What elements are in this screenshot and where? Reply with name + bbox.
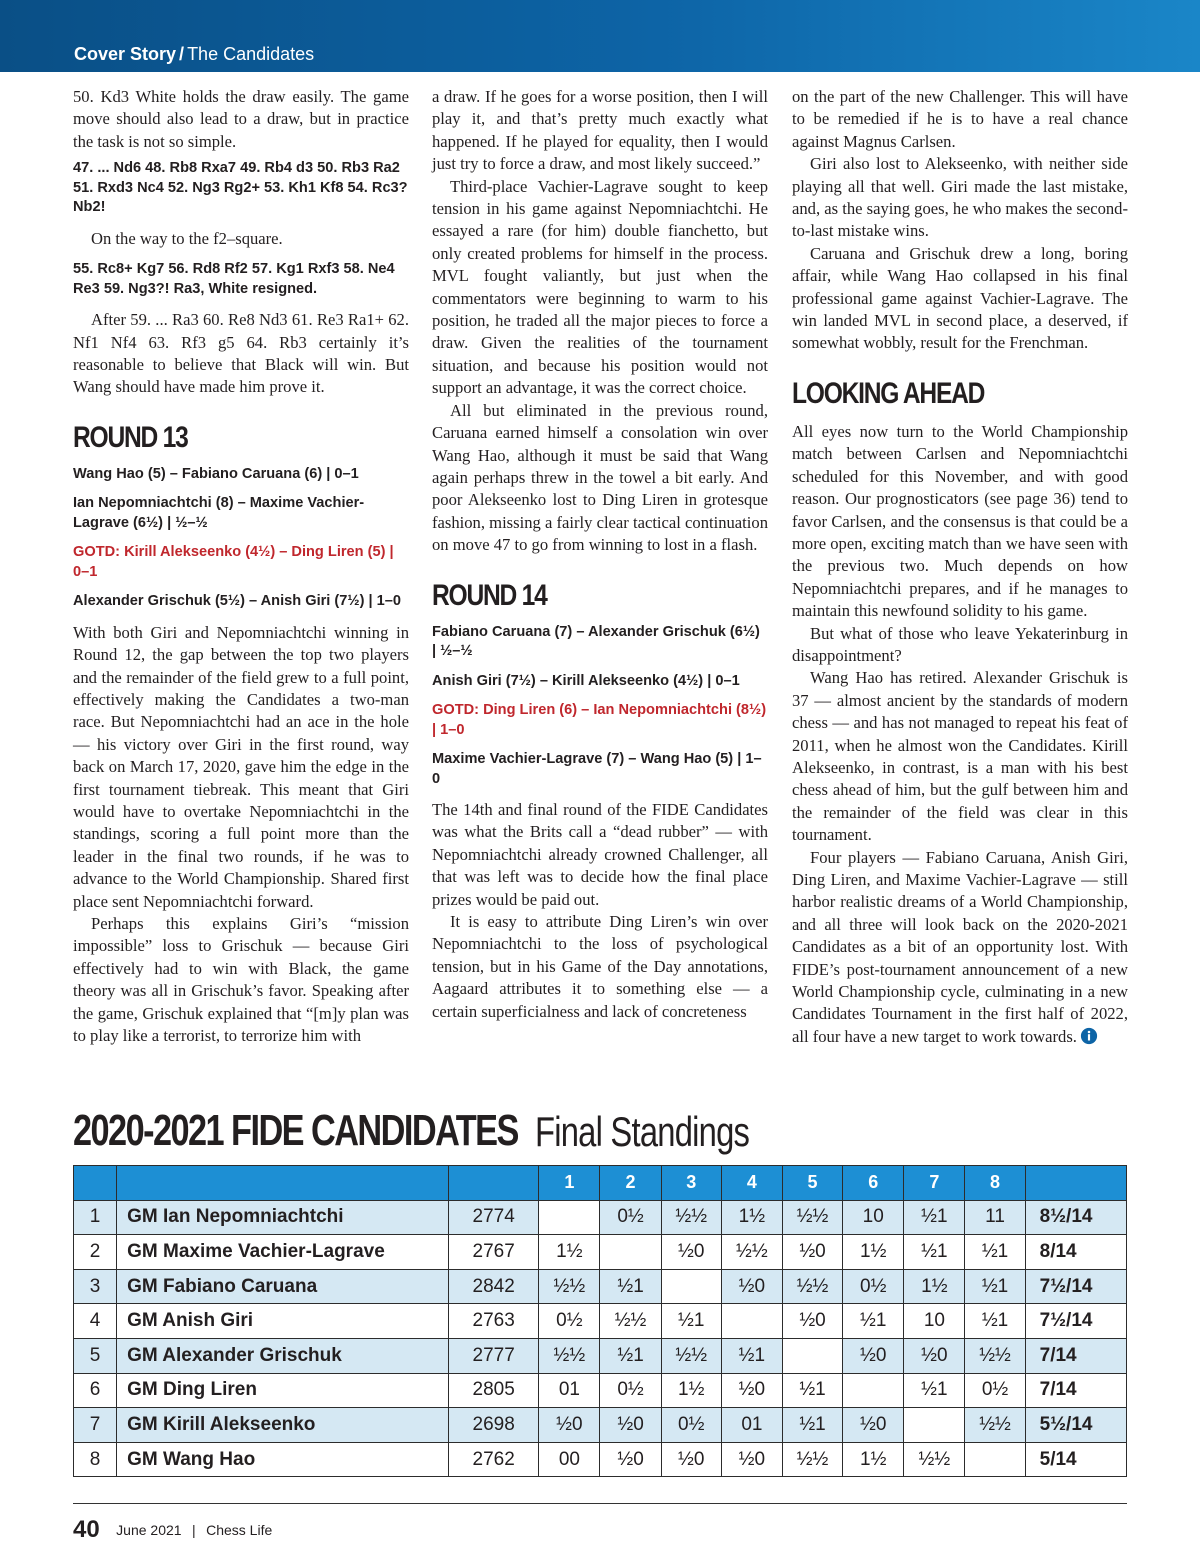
footer-rule xyxy=(73,1503,1127,1504)
header-cell: 4 xyxy=(721,1166,782,1201)
paragraph-last xyxy=(792,847,1128,1049)
result-cell: ½½ xyxy=(539,1338,600,1373)
paragraph: Giri also lost to Alekseenko, with neither side playing all that well. Giri made the last mistake, and, as the saying goes, he who makes the second-to-last mistake wins. xyxy=(792,154,1128,241)
page-footer xyxy=(73,1516,272,1544)
player-name: GM Alexander Grischuk xyxy=(117,1338,449,1373)
result-cell: 0½ xyxy=(965,1373,1025,1408)
score-cell: 7½/14 xyxy=(1025,1304,1126,1339)
result-cell xyxy=(721,1304,782,1339)
paragraph: After 59. ... Ra3 60. Re8 Nd3 61. Re3 Ra1+ 62. Nf1 Nf4 63. Rf3 g5 64. Rb3 certainly it’s reasonable to believe that Black will win. But Wang should have made him prove it. xyxy=(73,310,409,397)
rating-cell: 2698 xyxy=(449,1408,539,1443)
game-of-the-day: GOTD: Ding Liren (6) – Ian Nepomniachtchi (8½) | 1–0 xyxy=(432,702,767,738)
rating-cell: 2767 xyxy=(449,1235,539,1270)
header-cell xyxy=(74,1166,117,1201)
player-name: GM Anish Giri xyxy=(117,1304,449,1339)
player-name: GM Ding Liren xyxy=(117,1373,449,1408)
result-cell: ½0 xyxy=(843,1408,904,1443)
player-name: GM Fabiano Caruana xyxy=(117,1269,449,1304)
paragraph: Third-place Vachier-Lagrave sought to keep tension in his game against Nepomniachtchi. He essayed a rare (for him) double fianchetto, but only created problems for himself in the process. MVL fought valiantly, but just when the commentators were beginning to warm to his position, he traded all the major pieces to force a draw. Given the realities of the tournament situation, and because his position would not support an advantage, it was the correct choice. xyxy=(432,176,768,398)
header-cell: 8 xyxy=(965,1166,1025,1201)
rank-cell: 1 xyxy=(74,1200,117,1235)
header-cell: 1 xyxy=(539,1166,600,1201)
rating-cell: 2842 xyxy=(449,1269,539,1304)
column-3 xyxy=(792,86,1128,1048)
result-cell: 1½ xyxy=(843,1442,904,1477)
subsection-name: The Candidates xyxy=(187,44,315,64)
standings-title-light: Final Standings xyxy=(535,1108,750,1155)
paragraph: It is easy to attribute Ding Liren’s win over Nepomniachtchi to the loss of psychological tension, but in his Game of the Day annotations, Aagaard attributes it to something else — a certain superficialness and lack of concreteness xyxy=(432,912,768,1021)
result-cell: 1½ xyxy=(904,1269,965,1304)
score-cell: 7½/14 xyxy=(1025,1269,1126,1304)
header-cell xyxy=(1025,1166,1126,1201)
game-result: Maxime Vachier-Lagrave (7) – Wang Hao (5) | 1–0 xyxy=(432,751,762,787)
result-cell: 00 xyxy=(539,1442,600,1477)
game-of-the-day: GOTD: Kirill Alekseenko (4½) – Ding Liren (5) | 0–1 xyxy=(73,544,394,580)
result-cell: ½½ xyxy=(782,1200,842,1235)
table-row xyxy=(74,1200,1127,1235)
result-cell: 1½ xyxy=(721,1200,782,1235)
header-separator: / xyxy=(179,44,185,64)
rating-cell: 2762 xyxy=(449,1442,539,1477)
section-name: Cover Story xyxy=(74,44,177,64)
result-cell: 1½ xyxy=(843,1235,904,1270)
result-cell: ½½ xyxy=(661,1338,721,1373)
result-cell: ½0 xyxy=(661,1442,721,1477)
result-cell xyxy=(904,1408,965,1443)
paragraph: Caruana and Grischuk drew a long, boring affair, while Wang Hao collapsed in his final professional game against Vachier-Lagrave. The win landed MVL in second place, a deserved, if somewhat wobbly, result for the Frenchman. xyxy=(792,243,1128,353)
result-cell: 0½ xyxy=(843,1269,904,1304)
result-cell xyxy=(600,1235,661,1270)
result-cell: 1½ xyxy=(539,1235,600,1270)
result-cell xyxy=(843,1373,904,1408)
rank-cell: 4 xyxy=(74,1304,117,1339)
table-header-row xyxy=(74,1166,1127,1201)
result-cell: 01 xyxy=(721,1408,782,1443)
result-cell: 1½ xyxy=(661,1373,721,1408)
looking-ahead-heading: LOOKING AHEAD xyxy=(792,376,985,410)
page-number: 40 xyxy=(73,1516,100,1543)
score-cell: 8/14 xyxy=(1025,1235,1126,1270)
result-cell: 0½ xyxy=(539,1304,600,1339)
result-cell: ½1 xyxy=(721,1338,782,1373)
paragraph: a draw. If he goes for a worse position, then I will play it, and that’s pretty much exactly what happened. If he played for equality, then I would just try to force a draw, and most likely succeed.” xyxy=(432,87,768,174)
score-cell: 7/14 xyxy=(1025,1338,1126,1373)
result-cell: ½0 xyxy=(721,1442,782,1477)
header-cell: 7 xyxy=(904,1166,965,1201)
result-cell: ½½ xyxy=(965,1408,1025,1443)
result-cell: ½1 xyxy=(904,1200,965,1235)
paragraph: The 14th and final round of the FIDE Candidates was what the Brits call a “dead rubber” — with Nepomniachtchi already crowned Challenger, all that was left was to decide how the final place prizes would be paid out. xyxy=(432,800,768,909)
result-cell: ½0 xyxy=(661,1235,721,1270)
paragraph: 50. Kd3 White holds the draw easily. The game move should also lead to a draw, but in practice the task is not so simple. xyxy=(73,87,409,151)
result-cell: ½0 xyxy=(539,1408,600,1443)
table-row xyxy=(74,1269,1127,1304)
paragraph: On the way to the f2–square. xyxy=(91,228,283,248)
result-cell: 0½ xyxy=(661,1408,721,1443)
result-cell: ½1 xyxy=(965,1235,1025,1270)
standings-table xyxy=(73,1165,1127,1477)
result-cell: ½0 xyxy=(843,1338,904,1373)
result-cell: ½½ xyxy=(965,1338,1025,1373)
result-cell xyxy=(965,1442,1025,1477)
result-cell: ½1 xyxy=(782,1373,842,1408)
result-cell: 0½ xyxy=(600,1373,661,1408)
score-cell: 5½/14 xyxy=(1025,1408,1126,1443)
round-13-heading: ROUND 13 xyxy=(73,420,188,454)
column-2 xyxy=(432,86,768,1023)
standings-title xyxy=(73,1106,750,1156)
result-cell xyxy=(539,1200,600,1235)
result-cell: ½1 xyxy=(843,1304,904,1339)
rating-cell: 2777 xyxy=(449,1338,539,1373)
paragraph: All but eliminated in the previous round, Caruana earned himself a consolation win over Wang Hao, although it must be said that Wang again perhaps threw in the towel a bit early. And poor Alekseenko lost to Ding Liren in grotesque fashion, missing a fairly clear tactical continuation on move 47 to go from winning to lost in a flash. xyxy=(432,400,768,555)
rank-cell: 2 xyxy=(74,1235,117,1270)
result-cell: ½1 xyxy=(965,1269,1025,1304)
move-list: 55. Rc8+ Kg7 56. Rd8 Rf2 57. Kg1 Rxf3 58. Ne4 Re3 59. Ng3?! Ra3, White resigned. xyxy=(73,261,395,297)
rank-cell: 3 xyxy=(74,1269,117,1304)
table-row xyxy=(74,1235,1127,1270)
result-cell: ½½ xyxy=(539,1269,600,1304)
result-cell: ½½ xyxy=(600,1304,661,1339)
rating-cell: 2774 xyxy=(449,1200,539,1235)
rank-cell: 8 xyxy=(74,1442,117,1477)
paragraph: on the part of the new Challenger. This will have to be remedied if he is to have a real chance against Magnus Carlsen. xyxy=(792,87,1128,151)
table-row xyxy=(74,1338,1127,1373)
result-cell: ½1 xyxy=(600,1338,661,1373)
result-cell: ½½ xyxy=(904,1442,965,1477)
issue-date: June 2021 xyxy=(116,1522,182,1538)
game-result: Wang Hao (5) – Fabiano Caruana (6) | 0–1 xyxy=(73,465,359,482)
result-cell: ½½ xyxy=(721,1235,782,1270)
result-cell: ½0 xyxy=(721,1373,782,1408)
paragraph: Perhaps this explains Giri’s “mission impossible” loss to Grischuk — because Giri effectively had to win with Black, the game theory was all in Grischuk’s favor. Speaking after the game, Grischuk explained that “[m]y plan was to play like a terrorist, to terrorize him with xyxy=(73,914,409,1046)
rank-cell: 5 xyxy=(74,1338,117,1373)
game-result: Ian Nepomniachtchi (8) – Maxime Vachier-Lagrave (6½) | ½–½ xyxy=(73,495,365,531)
player-name: GM Maxime Vachier-Lagrave xyxy=(117,1235,449,1270)
result-cell xyxy=(661,1269,721,1304)
result-cell: 0½ xyxy=(600,1200,661,1235)
player-name: GM Wang Hao xyxy=(117,1442,449,1477)
score-cell: 7/14 xyxy=(1025,1373,1126,1408)
result-cell: ½½ xyxy=(782,1269,842,1304)
result-cell: ½1 xyxy=(600,1269,661,1304)
result-cell: ½½ xyxy=(661,1200,721,1235)
player-name: GM Ian Nepomniachtchi xyxy=(117,1200,449,1235)
paragraph: With both Giri and Nepomniachtchi winning in Round 12, the gap between the top two players and the remainder of the field grew to a full point, effectively making the Candidates a two-man race. But Nepomniachtchi had an ace in the hole — his victory over Giri in the first round, way back on March 17, 2020, gave him the edge in the first tournament tiebreak. This meant that Giri would have to overtake Nepomniachtchi in the standings, scoring a full point more than the leader in the final two rounds, if he was to advance to the World Championship. Shared first place sent Nepomniachtchi forward. xyxy=(73,622,409,911)
paragraph-text: Four players — Fabiano Caruana, Anish Giri, Ding Liren, and Maxime Vachier-Lagrave — still harbor realistic dreams of a World Championship, and all three will look back on the 2020-2021 Candidates as a bit of an opportunity lost. With FIDE’s post-tournament announcement of a new World Championship cycle, culminating in a new Candidates Tournament in the first half of 2022, all four have a new target to work towards. xyxy=(792,847,1128,1046)
column-1 xyxy=(73,86,409,1047)
round-14-heading: ROUND 14 xyxy=(432,578,547,612)
table-row xyxy=(74,1373,1127,1408)
paragraph: All eyes now turn to the World Championship match between Carlsen and Nepomniachtchi scheduled for this November, and with good reason. Our prognosticators (see page 36) tend to favor Carlsen, and the consensus is that could be a more open, exciting match than we have seen with the previous two. Much depends on how Nepomniachtchi prepares, and if he manages to maintain this newfound solidity to his game. xyxy=(792,421,1128,621)
header-cell: 3 xyxy=(661,1166,721,1201)
table-row xyxy=(74,1304,1127,1339)
header-cell: 2 xyxy=(600,1166,661,1201)
game-result: Alexander Grischuk (5½) – Anish Giri (7½) | 1–0 xyxy=(73,593,401,610)
result-cell: ½0 xyxy=(782,1304,842,1339)
move-list: 47. ... Nd6 48. Rb8 Rxa7 49. Rb4 d3 50. Rb3 Ra2 51. Rxd3 Nc4 52. Ng3 Rg2+ 53. Kh1 Kf8 54. Rc3? Nb2! xyxy=(73,160,408,216)
header-cell: 5 xyxy=(782,1166,842,1201)
rating-cell: 2805 xyxy=(449,1373,539,1408)
result-cell: ½1 xyxy=(904,1373,965,1408)
result-cell: ½1 xyxy=(782,1408,842,1443)
result-cell: 10 xyxy=(904,1304,965,1339)
result-cell: 10 xyxy=(843,1200,904,1235)
result-cell: ½1 xyxy=(965,1304,1025,1339)
result-cell: ½1 xyxy=(904,1235,965,1270)
result-cell: 01 xyxy=(539,1373,600,1408)
header-cell: 6 xyxy=(843,1166,904,1201)
paragraph: Wang Hao has retired. Alexander Grischuk is 37 — almost ancient by the standards of modern chess — and has not managed to repeat his feat of 2011, when he almost won the Candidates. Kirill Alekseenko, in contrast, is a man with his best chess ahead of him, but the gulf between him and the remainder of the field was clear in this tournament. xyxy=(792,668,1128,845)
score-cell: 8½/14 xyxy=(1025,1200,1126,1235)
player-name: GM Kirill Alekseenko xyxy=(117,1408,449,1443)
footer-separator: | xyxy=(192,1522,196,1538)
header-cell xyxy=(117,1166,449,1201)
info-icon xyxy=(1080,1027,1098,1045)
result-cell: ½0 xyxy=(600,1442,661,1477)
game-result: Fabiano Caruana (7) – Alexander Grischuk (6½) | ½–½ xyxy=(432,623,760,660)
result-cell: ½1 xyxy=(661,1304,721,1339)
score-cell: 5/14 xyxy=(1025,1442,1126,1477)
standings-title-bold: 2020-2021 FIDE CANDIDATES xyxy=(73,1106,518,1155)
result-cell: ½0 xyxy=(721,1269,782,1304)
table-row xyxy=(74,1442,1127,1477)
paragraph: But what of those who leave Yekaterinburg in disappointment? xyxy=(792,623,1128,665)
result-cell: 11 xyxy=(965,1200,1025,1235)
result-cell xyxy=(782,1338,842,1373)
header-cell xyxy=(449,1166,539,1201)
result-cell: ½0 xyxy=(782,1235,842,1270)
rating-cell: 2763 xyxy=(449,1304,539,1339)
result-cell: ½½ xyxy=(782,1442,842,1477)
rank-cell: 6 xyxy=(74,1373,117,1408)
magazine-name: Chess Life xyxy=(206,1522,273,1538)
result-cell: ½0 xyxy=(600,1408,661,1443)
result-cell: ½0 xyxy=(904,1338,965,1373)
section-header xyxy=(74,44,314,65)
rank-cell: 7 xyxy=(74,1408,117,1443)
game-result: Anish Giri (7½) – Kirill Alekseenko (4½) | 0–1 xyxy=(432,672,740,689)
table-row xyxy=(74,1408,1127,1443)
